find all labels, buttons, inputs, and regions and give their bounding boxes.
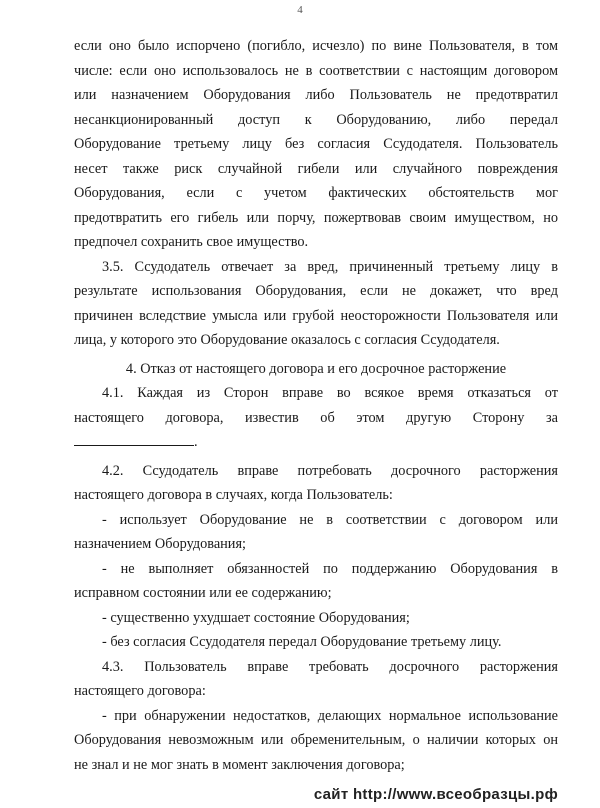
text-line: назначением Оборудования;: [74, 536, 247, 552]
text-line: несанкционированный доступ к Оборудованию, либо передал: [74, 111, 558, 128]
text-line: лица, у которого это Оборудование оказалось с согласия Ссудодателя.: [74, 332, 500, 348]
text-line: Оборудования невозможным или обременительным, о наличии которых он: [74, 732, 558, 748]
list-item: [74, 557, 558, 606]
clause-4-3: [74, 655, 558, 704]
text-line: или назначением Оборудования либо Пользователь не предотвратил: [74, 87, 558, 103]
clause-4-2: [74, 459, 558, 508]
list-item: [74, 704, 558, 778]
text-line: предотвратить его гибель или порчу, пожертвовав своим имуществом, но: [74, 209, 558, 226]
text-line: числе: если оно использовалось не в соответствии с настоящим договором: [74, 62, 558, 79]
list-item: - без согласия Ссудодателя передал Оборудование третьему лицу.: [102, 634, 502, 650]
text-line: не знал и не мог знать в момент заключения договора;: [74, 756, 405, 773]
text-line: настоящего договора, известив об этом другую Сторону за: [74, 409, 558, 426]
text-line: 4.1. Каждая из Сторон вправе во всякое время отказаться от: [102, 385, 558, 401]
text-line: - использует Оборудование не в соответствии с договором или: [102, 511, 558, 528]
text-line: настоящего договора:: [74, 683, 206, 699]
list-item: [74, 508, 558, 557]
text-line: 3.5. Ссудодатель отвечает за вред, причиненный третьему лицу в: [102, 258, 558, 275]
text-line: предпочел сохранить свое имущество.: [74, 234, 309, 250]
list-item: - существенно ухудшает состояние Оборудования;: [102, 609, 410, 626]
text-line: причинен вследствие умысла или грубой неосторожности Пользователя или: [74, 307, 558, 324]
blank-line: [74, 430, 558, 455]
page-number: 4: [297, 4, 303, 16]
section-heading: 4. Отказ от настоящего договора и его досрочное расторжение: [125, 360, 507, 377]
text-line: - не выполняет обязанностей по поддержанию Оборудования в: [102, 560, 558, 577]
paragraph-continuation: [74, 34, 558, 255]
fill-in-blank: [74, 431, 194, 446]
text-line: - при обнаружении недостатков, делающих нормальное использование: [102, 707, 558, 724]
clause-3-5: [74, 255, 558, 353]
text-line: результате использования Оборудования, если не докажет, что вред: [74, 283, 558, 299]
text-line: если оно было испорчено (погибло, исчезло) по вине Пользователя, в том: [74, 38, 558, 54]
document-body: [74, 34, 558, 777]
text-line: 4.2. Ссудодатель вправе потребовать досрочного расторжения: [102, 462, 558, 479]
site-watermark: сайт http://www.всеобразцы.рф: [313, 786, 558, 803]
text-line: 4.3. Пользователь вправе требовать досрочного расторжения: [102, 658, 558, 675]
text-line: исправном состоянии или ее содержанию;: [74, 585, 332, 601]
clause-4-1: [74, 381, 558, 455]
text-line: настоящего договора в случаях, когда Пользователь:: [74, 487, 393, 503]
text-line: Оборудование третьему лицу без согласия Ссудодателя. Пользователь: [74, 136, 558, 152]
text-line: Оборудования, если с учетом фактических обстоятельств мог: [74, 185, 558, 201]
text-line: несет также риск случайной гибели или случайного повреждения: [74, 160, 558, 177]
text-fragment: .: [194, 434, 198, 450]
